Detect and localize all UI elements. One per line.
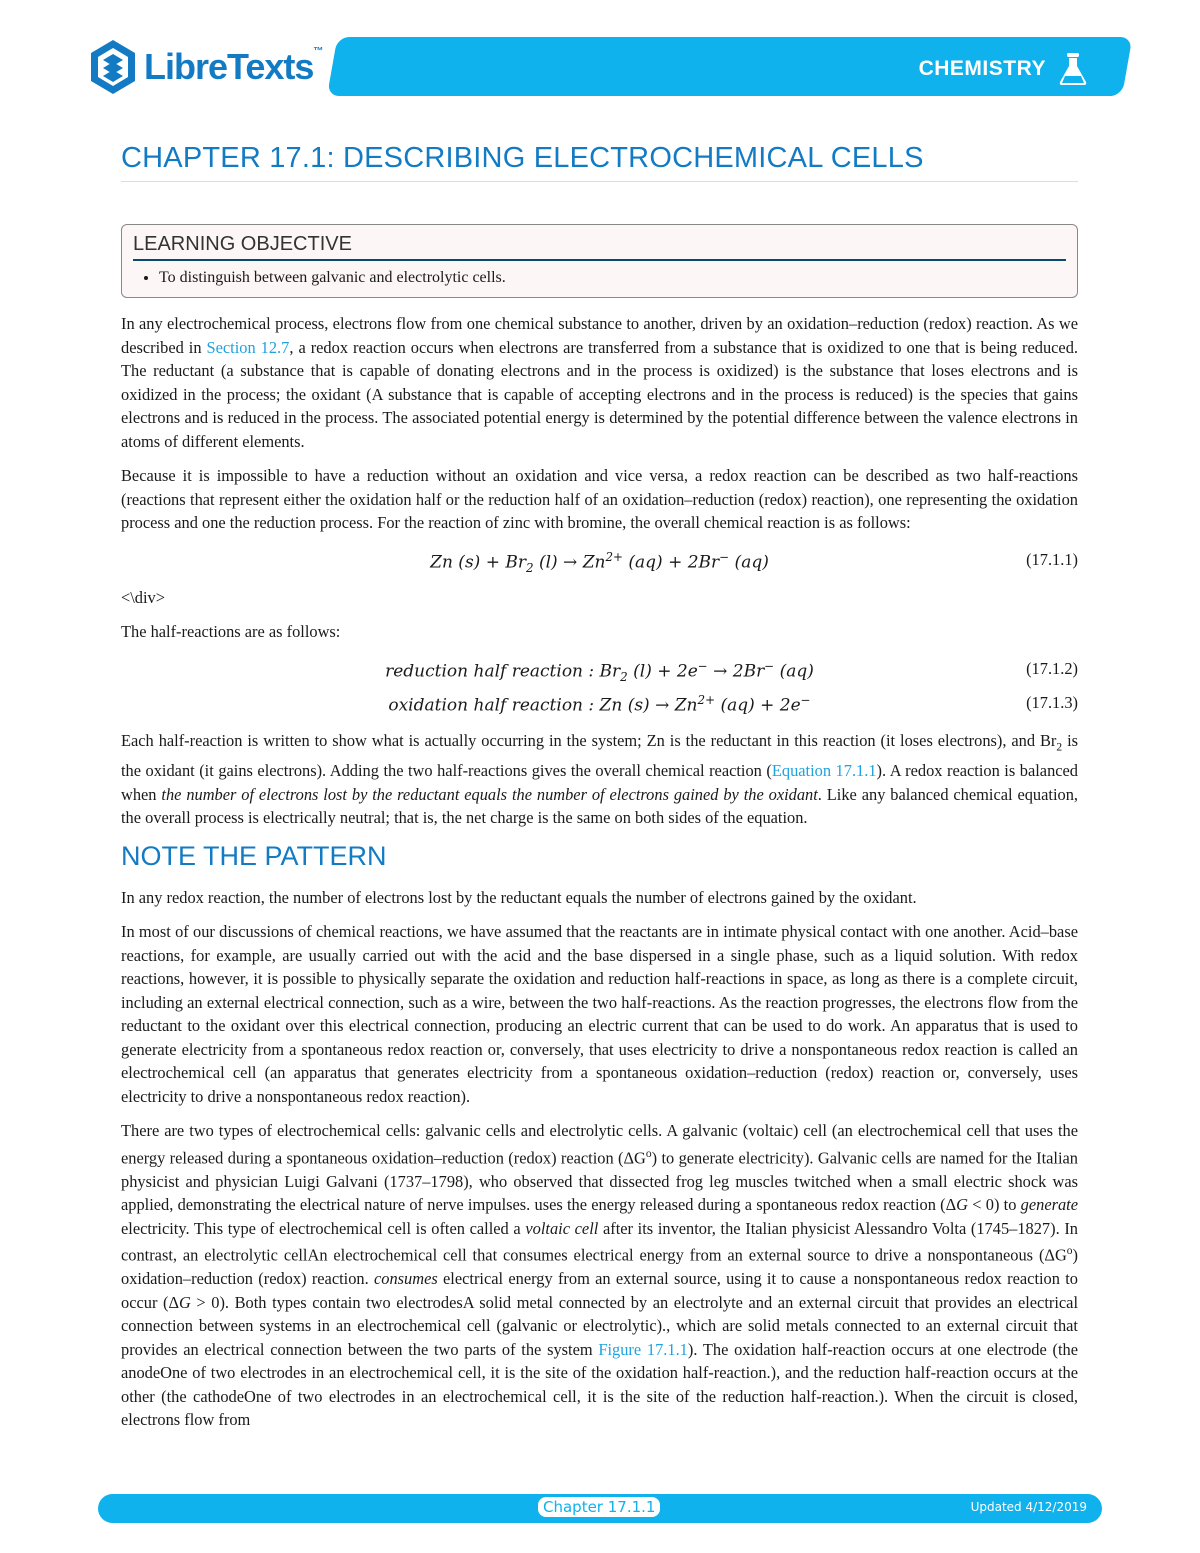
paragraph-7: There are two types of electrochemical cells: galvanic cells and electrolytic cells. A galvanic (voltaic) cell (an electrochemical cell that uses the energy released during a spontaneous oxidation–reduction (redox) reaction $(\Delta G^o)$ to generate electricity). Galvanic cells are named for the Italian physicist and physician Luigi Galvani (1737–1798), who observed that dissected frog leg muscles twitched when a small electric shock was applied, demonstrating the electrical nature of nerve impulses. uses the energy released during a spontaneous redox reaction (ΔG < 0) to generate electricity. This type of electrochemical cell is often called a voltaic cell after its inventor, the Italian physicist Alessandro Volta (1745–1827). In contrast, an electrolytic cellAn electrochemical cell that consumes electrical energy from an external source to drive a nonspontaneous $(\Delta G^o)$ oxidation–reduction (redox) reaction. consumes electrical energy from an external source, using it to cause a nonspontaneous redox reaction to occur (ΔG > 0). Both types contain two electrodesA solid metal connected by an electrolyte and an external circuit that provides an electrical connection between systems in an electrochemical cell (galvanic or electrolytic)., which are solid metals connected to an external circuit that provides an electrical connection between the two parts of the system Figure 17.1.1). The oxidation half-reaction occurs at one electrode (the anodeOne of two electrodes in an electrochemical cell, it is the site of the oxidation half-reaction.), and the reduction half-reaction occurs at the other (the cathodeOne of two electrodes in an electrochemical cell, it is the site of the reduction half-reaction.). When the circuit is closed, electrons flow from [121,1121,1079,1430]
figure-17-1-1-link[interactable]: Figure 17.1.1 [598,1339,688,1359]
flask-icon [1058,52,1088,86]
learning-objective-title: LEARNING OBJECTIVE [133,233,1066,261]
paragraph-1: In any electrochemical process, electrons flow from one chemical substance to another, driven by an oxidation–reduction (redox) reaction. As we described in Section 12.7, a redox reaction occurs when electrons are transferred from a substance that is oxidized to one that is being reduced. The reductant (a substance that is capable of donating electrons and in the process is oxidized) is the substance that loses electrons and is oxidized in the process; the oxidant (A substance that is capable of accepting electrons and in the process is reduced) is the species that gains electrons and is reduced in the process. The associated potential energy is determined by the potential difference between the valence electrons in atoms of different elements. [121,314,1079,451]
note-heading: NOTE THE PATTERN [121,840,387,871]
logo-text: LibreTexts™ [144,46,323,87]
equation-number: (17.1.2) [1026,658,1078,678]
paragraph-3: The half-reactions are as follows: [121,622,341,641]
equation-17-1-1-link[interactable]: Equation 17.1.1 [771,761,877,781]
stray-tag-text: <\div> [121,587,165,607]
page-title: CHAPTER 17.1: DESCRIBING ELECTROCHEMICAL CELLS [121,142,1078,182]
learning-objective-list [133,269,1066,287]
page-content [121,142,1078,1443]
libretexts-logo[interactable] [88,38,322,96]
paragraph-5: In any redox reaction, the number of electrons lost by the reductant equals the number of electrons gained by the oxidant. [121,887,917,907]
paragraph-2: Because it is impossible to have a reduction without an oxidation and vice versa, a redox reaction can be described as two half-reactions (reactions that represent either the oxidation half or the reduction half of an oxidation–reduction (redox) reaction), one representing the oxidation process and one the reduction process. For the reaction of zinc with bromine, the overall chemical reaction is as follows: [121,466,1078,532]
learning-objective-box [121,224,1078,298]
libretexts-hexagon-icon [88,38,138,96]
footer-updated-date: Updated 4/12/2019 [970,1500,1087,1514]
equation-17-1-1 [121,546,1078,578]
paragraph-4: Each half-reaction is written to show what is actually occurring in the system; Zn is the reductant in this reaction (it loses electrons), and $Br_2$ is the oxidant (it gains electrons). Adding the two half-reactions gives the overall chemical reaction (Equation 17.1.1). A redox reaction is balanced when the number of electrons lost by the reductant equals the number of electrons gained by the oxidant. Like any balanced chemical equation, the overall process is electrically neutral; that is, the net charge is the same on both sides of the equation. [121,730,1079,828]
equation-17-1-2 [121,655,1078,689]
equation-body: reduction half reaction : $Br_2$ (l) + 2e− → 2Br− (aq) [385,658,814,684]
subject-text: CHEMISTRY [918,57,1046,80]
paragraph-6: In most of our discussions of chemical reactions, we have assumed that the reactants are in intimate physical contact with one another. Acid–base reactions, for example, are usually carried out with the acid and the base dispersed in a single phase, such as a liquid solution. With redox reactions, however, it is possible to physically separate the oxidation and reduction half-reactions in space, as long as there is a complete circuit, including an external electrical connection, such as a wire, between the two half-reactions. As the reaction progresses, the electrons flow from the reductant to the oxidant over this electrical connection, producing an electric current that can be used to do work. An apparatus that is used to generate electricity from a spontaneous redox reaction or, conversely, that uses electricity to drive a nonspontaneous redox reaction is called an electrochemical cell (an apparatus that generates electricity from a spontaneous oxidation–reduction (redox) reaction or, conversely, uses electricity to drive a nonspontaneous redox reaction). [121,922,1078,1106]
section-12-7-link[interactable]: Section 12.7 [206,337,290,357]
equation-17-1-3 [121,689,1078,723]
learning-objective-item: • To distinguish between galvanic and electrolytic cells. [159,269,1066,287]
subject-label[interactable] [919,52,1088,86]
equation-body: oxidation half reaction : Zn $(s) \to Zn^{2+}$ (aq) + 2e− [388,692,811,716]
equation-body: Zn $(s) + Br_2$ $(l) \to Zn^{2+}$ (aq) + 2Br− (aq) [430,549,769,575]
footer-page-label: Chapter 17.1.1 [538,1497,660,1517]
equation-number: (17.1.3) [1026,692,1078,712]
equation-number: (17.1.1) [1026,549,1078,569]
